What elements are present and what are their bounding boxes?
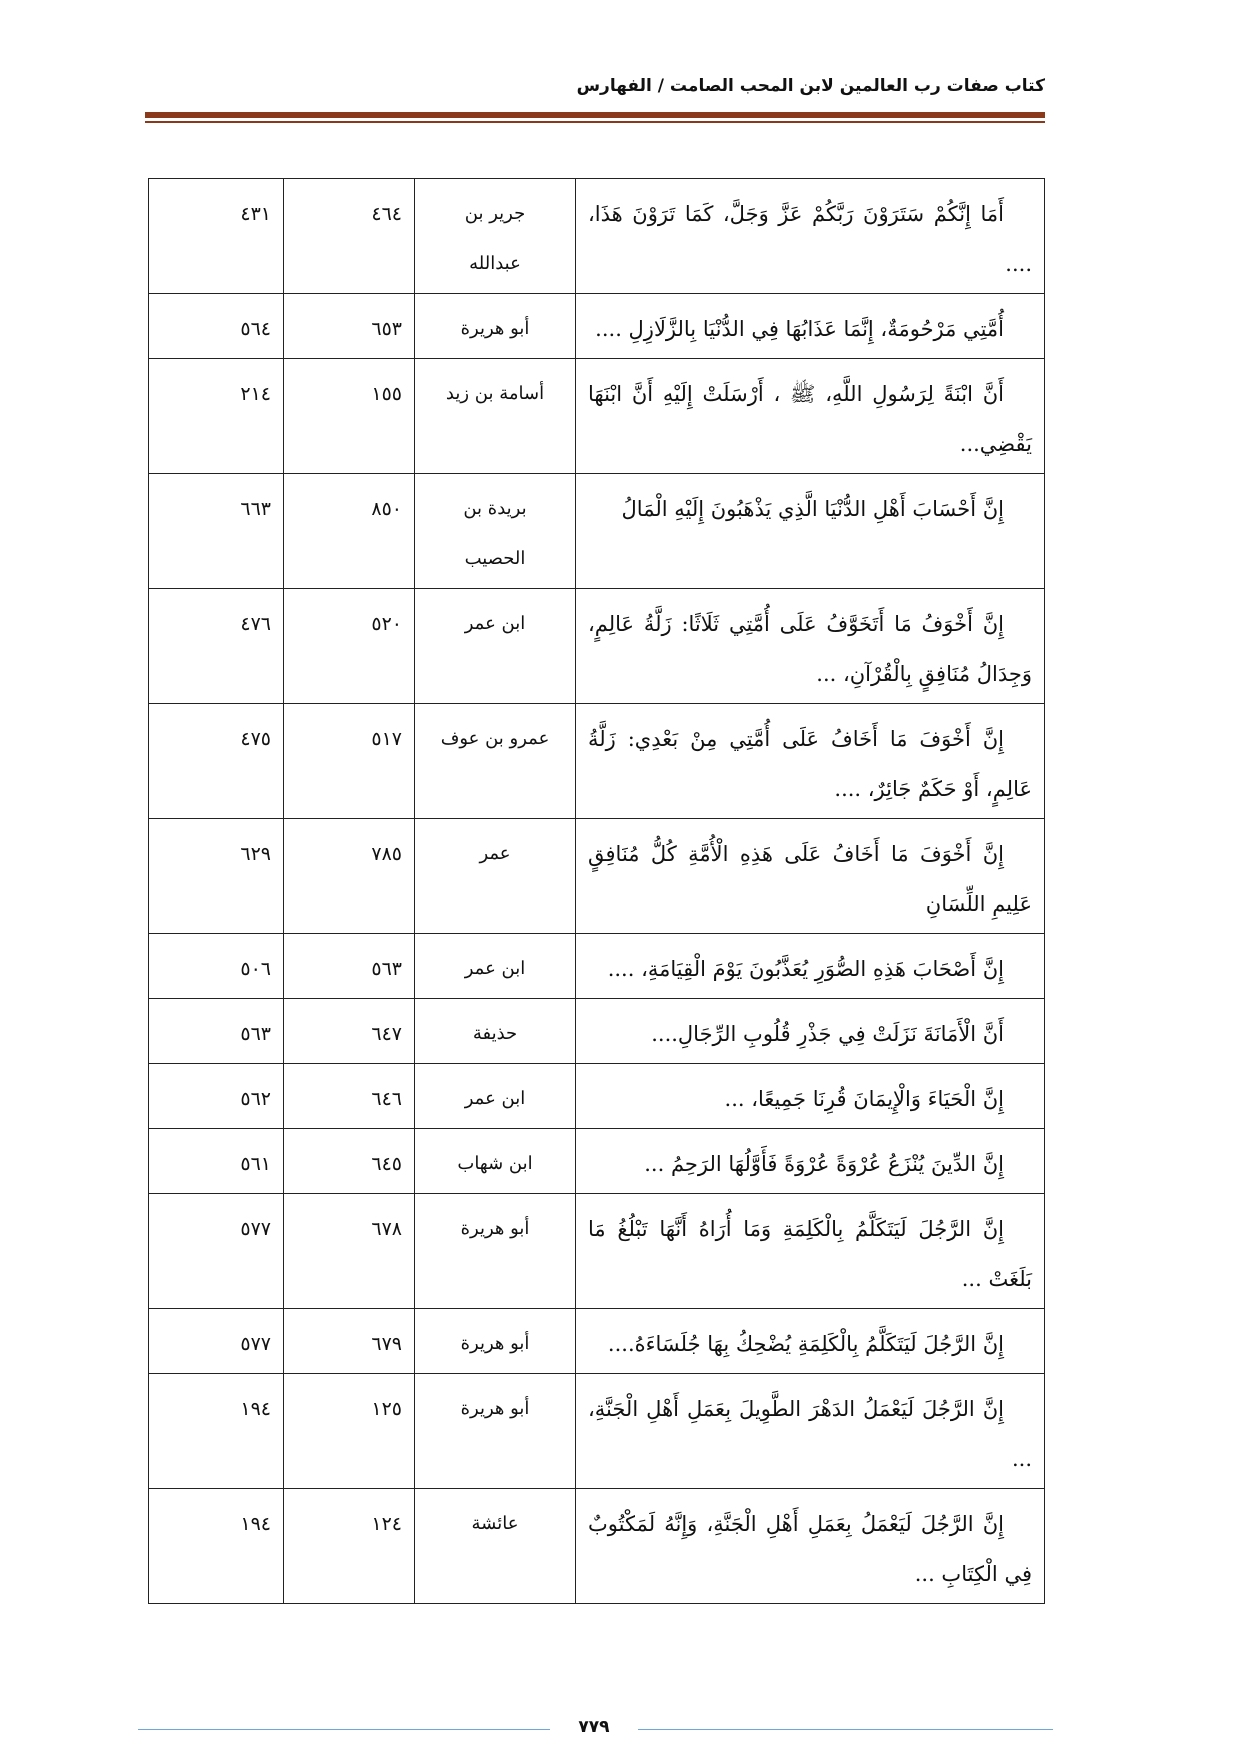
page-ref: ٤٧٥ — [240, 728, 271, 750]
page-ref: ١٩٤ — [240, 1513, 271, 1535]
narrator-name: ابن عمر — [464, 1088, 526, 1109]
hadith-text-cell — [576, 1374, 1045, 1489]
page-ref-cell — [149, 999, 284, 1064]
page-ref: ١٩٤ — [240, 1398, 271, 1420]
page-ref-cell — [149, 1489, 284, 1604]
page-ref: ٦٦٣ — [240, 498, 271, 520]
hadith-text: إِنَّ أَصْحَابَ هَذِهِ الصُّوَرِ يُعَذَّبُونَ يَوْمَ الْقِيَامَةِ، .... — [607, 957, 1004, 981]
table-row — [149, 294, 1045, 359]
hadith-text: إِنَّ الرَّجُلَ لَيَعْمَلُ بِعَمَلِ أَهْلِ الْجَنَّةِ، وَإِنَّهُ لَمَكْتُوبٌ فِي الْكِتَابِ ... — [588, 1512, 1032, 1586]
table-row — [149, 1309, 1045, 1374]
page-ref: ٤٣١ — [240, 203, 271, 225]
narrator-name: أبو هريرة — [460, 1398, 530, 1419]
hadith-text: إِنَّ الرَّجُلَ لَيَعْمَلُ الدَهْرَ الطَّوِيلَ بِعَمَلِ أَهْلِ الْجَنَّةِ، ... — [588, 1397, 1032, 1471]
table-row — [149, 1064, 1045, 1129]
hadith-number-cell — [284, 819, 415, 934]
table-row — [149, 1489, 1045, 1604]
narrator-cell — [415, 359, 576, 474]
hadith-number: ٦٤٥ — [371, 1153, 402, 1175]
page-ref-cell — [149, 1194, 284, 1309]
page-ref: ٥٦٤ — [240, 318, 271, 340]
page-ref-cell — [149, 1129, 284, 1194]
header-rule-thick — [145, 112, 1045, 118]
narrator-name: جرير بن عبدالله — [464, 203, 526, 274]
hadith-number: ٨٥٠ — [371, 498, 402, 520]
table-row — [149, 999, 1045, 1064]
table-row — [149, 179, 1045, 294]
hadith-text: إِنَّ أَخْوَفَ مَا أَخَافُ عَلَى أُمَّتِي مِنْ بَعْدِي: زَلَّةُ عَالِمٍ، أَوْ حَكَمٌ جَائِرٌ، .... — [588, 727, 1032, 801]
hadith-number-cell — [284, 474, 415, 589]
hadith-text: أَنَّ ابْنَةً لِرَسُولِ اللَّهِ، ﷺ ، أَرْسَلَتْ إِلَيْهِ أَنَّ ابْنَهَا يَقْضِي... — [588, 382, 1032, 456]
page-ref-cell — [149, 819, 284, 934]
table-row — [149, 1129, 1045, 1194]
footer-rule-left — [138, 1729, 550, 1730]
hadith-number-cell — [284, 294, 415, 359]
page-ref-cell — [149, 179, 284, 294]
narrator-cell — [415, 1489, 576, 1604]
narrator-name: بريدة بن الحصيب — [463, 498, 527, 569]
page-ref-cell — [149, 1064, 284, 1129]
narrator-cell — [415, 589, 576, 704]
page-ref-cell — [149, 1374, 284, 1489]
narrator-cell — [415, 179, 576, 294]
hadith-text-cell — [576, 1194, 1045, 1309]
hadith-number: ٦٧٨ — [371, 1218, 402, 1240]
hadith-number: ٦٤٦ — [371, 1088, 402, 1110]
narrator-cell — [415, 1309, 576, 1374]
hadith-text-cell — [576, 819, 1045, 934]
narrator-name: ابن عمر — [464, 958, 526, 979]
narrator-name: ابن شهاب — [457, 1153, 533, 1174]
page-ref: ٥٧٧ — [240, 1218, 271, 1240]
hadith-number-cell — [284, 1309, 415, 1374]
page-ref-cell — [149, 704, 284, 819]
hadith-text: إِنَّ الرَّجُلَ لَيَتَكَلَّمُ بِالْكَلِمَةِ وَمَا أُرَاهُ أَنَّهَا تَبْلُغُ مَا بَلَغَتْ ... — [588, 1217, 1032, 1291]
hadith-text: إِنَّ أَخْوَفُ مَا أَتَخَوَّفُ عَلَى أُمَّتِي ثَلَاثًا: زَلَّةُ عَالِمٍ، وَجِدَالُ مُنَافِقٍ بِالْقُرْآنِ، ... — [588, 612, 1032, 686]
page-ref: ٥٠٦ — [240, 958, 271, 980]
hadith-number: ٦٥٣ — [371, 318, 402, 340]
hadith-text: أَمَا إِنَّكُمْ سَتَرَوْنَ رَبَّكُمْ عَزَّ وَجَلَّ، كَمَا تَرَوْنَ هَذَا، .... — [588, 202, 1032, 276]
hadith-number: ٦٧٩ — [371, 1333, 402, 1355]
narrator-name: ابن عمر — [464, 613, 526, 634]
narrator-cell — [415, 1064, 576, 1129]
narrator-name: أبو هريرة — [460, 318, 530, 339]
table-row — [149, 704, 1045, 819]
hadith-number-cell — [284, 1489, 415, 1604]
page-ref-cell — [149, 474, 284, 589]
hadith-text: أَنَّ الْأَمَانَةَ نَزَلَتْ فِي جَذْرِ قُلُوبِ الرِّجَالِ.... — [651, 1022, 1004, 1046]
hadith-number-cell — [284, 704, 415, 819]
narrator-cell — [415, 704, 576, 819]
hadith-text-cell — [576, 359, 1045, 474]
hadith-number-cell — [284, 999, 415, 1064]
table-row — [149, 819, 1045, 934]
narrator-cell — [415, 934, 576, 999]
narrator-name: أبو هريرة — [460, 1218, 530, 1239]
page-ref: ٦٢٩ — [240, 843, 271, 865]
hadith-number: ٥١٧ — [371, 728, 402, 750]
hadith-text-cell — [576, 934, 1045, 999]
hadith-text: إِنَّ أَخْوَفَ مَا أَخَافُ عَلَى هَذِهِ الْأُمَّةِ كُلُّ مُنَافِقٍ عَلِيمِ اللِّسَانِ — [588, 842, 1032, 916]
page-ref: ٥٧٧ — [240, 1333, 271, 1355]
page-ref-cell — [149, 294, 284, 359]
narrator-name: عمرو بن عوف — [440, 728, 550, 749]
hadith-number-cell — [284, 1064, 415, 1129]
page-ref-cell — [149, 359, 284, 474]
page-ref: ٥٦٢ — [240, 1088, 271, 1110]
hadith-text-cell — [576, 179, 1045, 294]
footer-rule-right — [638, 1729, 1053, 1730]
page-number: ٧٧٩ — [578, 1717, 610, 1737]
hadith-number: ٧٨٥ — [371, 843, 402, 865]
hadith-number: ١٥٥ — [371, 383, 402, 405]
hadith-number-cell — [284, 934, 415, 999]
hadith-number: ٥٢٠ — [371, 613, 402, 635]
narrator-cell — [415, 999, 576, 1064]
table-row — [149, 934, 1045, 999]
table-row — [149, 474, 1045, 589]
narrator-name: عائشة — [471, 1513, 519, 1534]
page-ref-cell — [149, 934, 284, 999]
hadith-text-cell — [576, 474, 1045, 589]
hadith-text-cell — [576, 1309, 1045, 1374]
running-header: كتاب صفات رب العالمين لابن المحب الصامت / الفهارس — [576, 76, 1045, 96]
page-ref: ٢١٤ — [240, 383, 271, 405]
hadith-text: إِنَّ أَحْسَابَ أَهْلِ الدُّنْيَا الَّذِي يَذْهَبُونَ إِلَيْهِ الْمَالُ — [621, 497, 1004, 521]
hadith-number: ٦٤٧ — [371, 1023, 402, 1045]
hadith-text-cell — [576, 1064, 1045, 1129]
hadith-text: إِنَّ الدِّينَ يُنْزَعُ عُرْوَةً عُرْوَةً فَأَوَّلُهَا الرَحِمُ ... — [644, 1152, 1004, 1176]
narrator-cell — [415, 294, 576, 359]
hadith-number: ١٢٤ — [371, 1513, 402, 1535]
narrator-cell — [415, 1194, 576, 1309]
narrator-name: حذيفة — [472, 1023, 518, 1044]
hadith-number-cell — [284, 1374, 415, 1489]
hadith-number-cell — [284, 1129, 415, 1194]
hadith-number: ٥٦٣ — [371, 958, 402, 980]
narrator-cell — [415, 1129, 576, 1194]
hadith-number-cell — [284, 359, 415, 474]
narrator-cell — [415, 1374, 576, 1489]
hadith-number-cell — [284, 1194, 415, 1309]
hadith-number-cell — [284, 589, 415, 704]
hadith-text: إِنَّ الْحَيَاءَ وَالْإِيمَانَ قُرِنَا جَمِيعًا، ... — [724, 1087, 1004, 1111]
hadith-index-table — [148, 178, 1045, 1604]
table-row — [149, 1194, 1045, 1309]
narrator-name: عمر — [479, 843, 511, 864]
hadith-number: ١٢٥ — [371, 1398, 402, 1420]
hadith-text: أُمَّتِي مَرْحُومَةٌ، إِنَّمَا عَذَابُهَا فِي الدُّنْيَا بِالزَّلَازِلِ .... — [595, 317, 1004, 341]
page-ref: ٥٦٣ — [240, 1023, 271, 1045]
page-ref: ٤٧٦ — [240, 613, 271, 635]
hadith-text-cell — [576, 294, 1045, 359]
page-ref-cell — [149, 589, 284, 704]
hadith-text-cell — [576, 999, 1045, 1064]
page-ref-cell — [149, 1309, 284, 1374]
page-ref: ٥٦١ — [240, 1153, 271, 1175]
narrator-name: أسامة بن زيد — [445, 383, 545, 404]
hadith-text-cell — [576, 589, 1045, 704]
table-row — [149, 589, 1045, 704]
table-row — [149, 359, 1045, 474]
narrator-name: أبو هريرة — [460, 1333, 530, 1354]
hadith-text-cell — [576, 1129, 1045, 1194]
table-row — [149, 1374, 1045, 1489]
hadith-text-cell — [576, 1489, 1045, 1604]
narrator-cell — [415, 474, 576, 589]
hadith-text: إِنَّ الرَّجُلَ لَيَتَكَلَّمُ بِالْكَلِمَةِ يُضْحِكُ بِهَا جُلَسَاءَهُ.... — [607, 1332, 1004, 1356]
header-rule-thin — [145, 121, 1045, 123]
hadith-number: ٤٦٤ — [371, 203, 402, 225]
hadith-text-cell — [576, 704, 1045, 819]
narrator-cell — [415, 819, 576, 934]
hadith-number-cell — [284, 179, 415, 294]
